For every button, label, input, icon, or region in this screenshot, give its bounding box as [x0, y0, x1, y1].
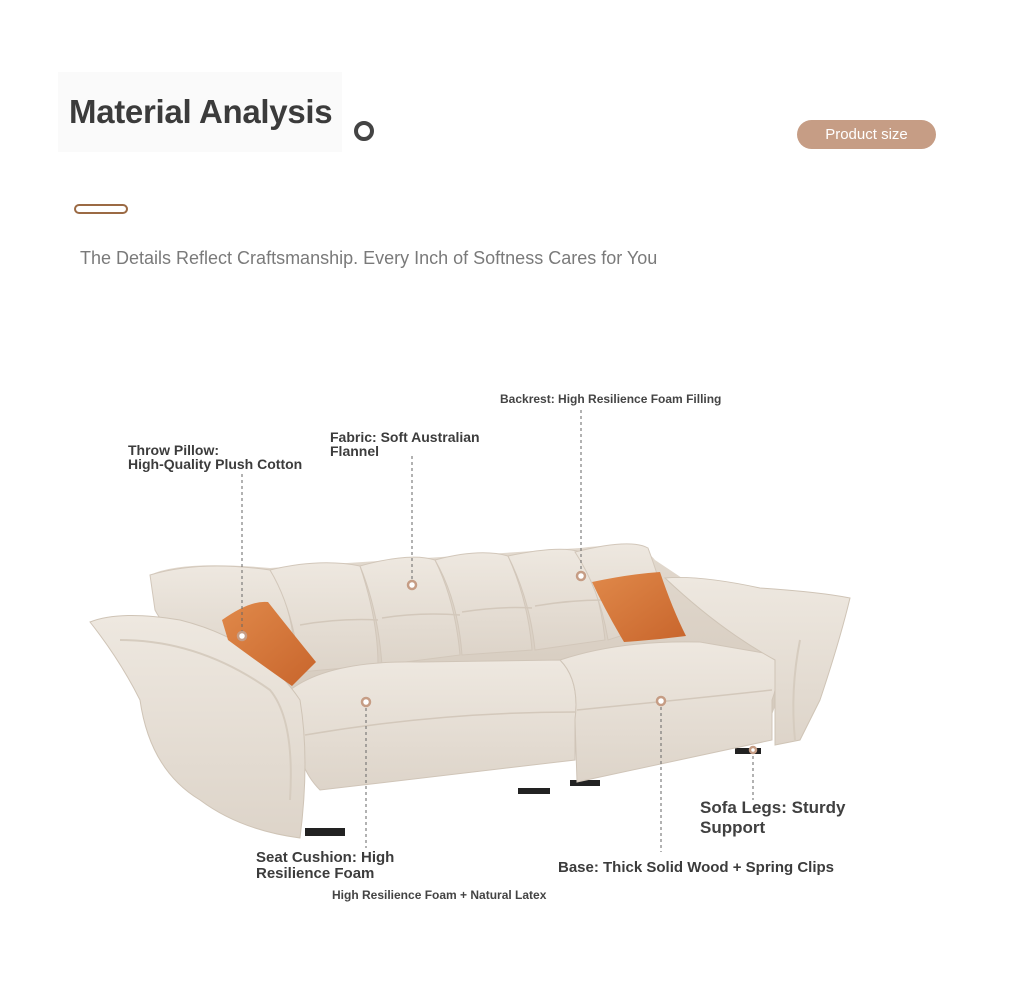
subtitle: The Details Reflect Craftsmanship. Every Inch of Softness Cares for You	[80, 248, 658, 268]
marker-dot	[362, 698, 370, 706]
sofa-legs-label	[700, 798, 845, 838]
sofa-leg	[570, 780, 600, 786]
seat-cushion-label-line2: Resilience Foam	[256, 865, 375, 882]
base-label: Base: Thick Solid Wood + Spring Clips	[558, 859, 835, 876]
marker-dot	[408, 581, 416, 589]
page-title-text: Material Analysis	[69, 93, 333, 130]
sofa-leg	[518, 788, 550, 794]
sofa-leg	[305, 828, 345, 836]
marker-dot	[577, 572, 585, 580]
seat-cushion-right	[560, 642, 777, 782]
fabric-label-line2: Flannel	[330, 443, 380, 459]
fabric-label-line1: Fabric: Soft Australian	[330, 429, 480, 445]
marker-dot	[750, 747, 756, 753]
marker-dot	[238, 632, 246, 640]
marker-dot	[657, 697, 665, 705]
seat-cushion-sublabel: High Resilience Foam + Natural Latex	[332, 888, 547, 902]
seat-cushion-label	[256, 850, 394, 882]
fabric-label	[330, 430, 480, 458]
seat-cushion-label-line1: Seat Cushion: High	[256, 849, 395, 866]
throw-pillow-label	[128, 443, 302, 471]
backrest-label: Backrest: High Resilience Foam Filling	[500, 392, 722, 406]
product-size-button[interactable]: Product size	[797, 120, 936, 149]
throw-pillow-label-line2: High-Quality Plush Cotton	[128, 456, 303, 472]
sofa-legs-label-line2: Support	[700, 818, 766, 837]
seat-cushion-left	[290, 660, 576, 790]
throw-pillow-label-line1: Throw Pillow:	[128, 442, 219, 458]
sofa-legs-label-line1: Sofa Legs: Sturdy	[700, 798, 846, 817]
